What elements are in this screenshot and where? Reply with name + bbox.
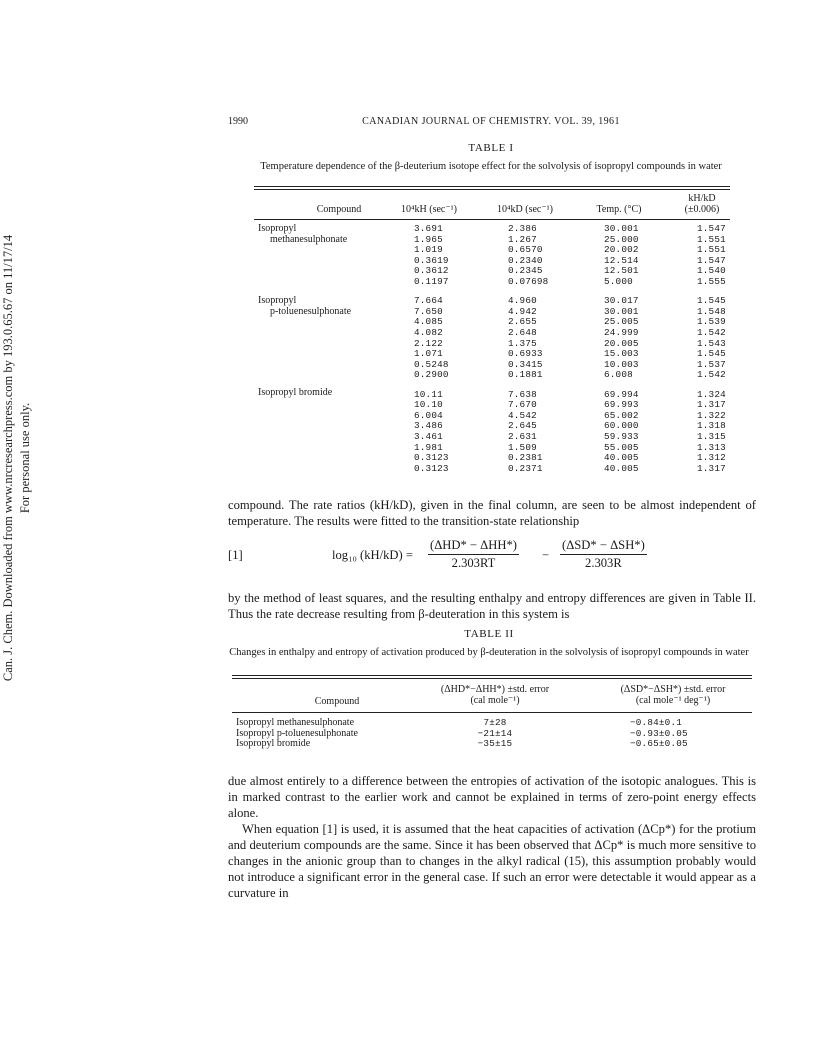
table1-cell: 2.386 [508, 223, 537, 234]
table1-cell: 1.981 [414, 441, 443, 453]
table1-cell: 1.317 [697, 399, 726, 411]
table1-cell: 1.324 [697, 388, 726, 400]
table1-cell: 1.315 [697, 431, 726, 442]
table1-cell: 24.999 [604, 327, 639, 338]
table2-row2-ds: −0.93±0.05 [630, 727, 688, 739]
table1-header-temp: Temp. (°C) [596, 204, 642, 215]
table1-cell: 0.2371 [508, 462, 543, 474]
table1-cell: 0.2381 [508, 452, 543, 464]
equation-fraction-2 [560, 538, 647, 571]
table2-caption-block [224, 628, 754, 659]
table1-cell: 1.539 [697, 316, 726, 328]
table1-cell: 69.994 [604, 388, 639, 400]
table1-cell: 4.960 [508, 295, 537, 307]
table1-cell: 10.003 [604, 358, 639, 370]
table1-cell: 1.318 [697, 420, 726, 432]
table1-cell: 2.631 [508, 431, 537, 442]
table1-cell: 1.317 [697, 462, 726, 474]
table1-cell: 1.548 [697, 305, 726, 317]
table1-cell: 1.965 [414, 233, 443, 245]
table1-header-compound: Compound [316, 204, 362, 215]
table1-cell: 1.551 [697, 244, 726, 256]
table2-header-dh-l1: (ΔHD*−ΔHH*) ±std. error [440, 684, 550, 695]
table1-top-rule [254, 186, 730, 187]
table1-cell: 0.1197 [414, 276, 449, 287]
table2-row2-dh: −21±14 [477, 727, 513, 739]
table1-cell: 1.545 [697, 348, 726, 360]
table1-cell: 1.267 [508, 233, 537, 245]
group1-name-line2: methanesulphonate [270, 233, 348, 245]
table2-top-rule-2 [232, 678, 752, 679]
equation-minus: − [542, 548, 550, 562]
journal-title: CANADIAN JOURNAL OF CHEMISTRY. VOL. 39, 1961 [362, 116, 620, 127]
table1-cell: 1.551 [697, 233, 726, 245]
table1-cell: 40.005 [604, 462, 639, 474]
table1-cell: 1.547 [697, 223, 726, 234]
table1-cell: 1.322 [697, 409, 726, 421]
table1-header-ratio-l2: (±0.006) [684, 204, 720, 215]
table1-cell: 0.5248 [414, 358, 449, 370]
table1-cell: 0.6570 [508, 244, 543, 256]
table2-row3-dh: −35±15 [477, 738, 513, 749]
table1-cell: 20.002 [604, 244, 639, 256]
table2-caption: Changes in enthalpy and entropy of activation produced by β-deuteration in the solvolysis of isopropyl compounds in water [229, 647, 749, 658]
equation-fraction-1 [428, 538, 519, 571]
table1-cell: 2.122 [414, 337, 443, 349]
table1-cell: 1.375 [508, 337, 537, 349]
table1-cell: 0.3619 [414, 254, 449, 266]
frac1-denominator: 2.303RT [451, 556, 496, 570]
table2-header-dh-l2: (cal mole⁻¹) [470, 695, 520, 706]
table1-cell: 6.008 [604, 369, 633, 381]
paragraph-4: When equation [1] is used, it is assumed that the heat capacities of activation (ΔCp*) for the protium and deuterium compounds are the same. Since it has been observed that ΔCp* is much more sensitive to changes in the anionic group than to changes in the alkyl radical (15), this assumption probably would not introduce a significant error in the general case. If such an error were detectable it would appear as a curvature in [228, 822, 756, 900]
table1-cell: 1.071 [414, 348, 443, 360]
table2-row3-compound: Isopropyl bromide [236, 738, 311, 749]
table1-header-rule [254, 219, 730, 220]
table1-caption: Temperature dependence of the β-deuterium isotope effect for the solvolysis of isopropyl compounds in water [260, 161, 722, 172]
table2-header-rule [232, 712, 752, 713]
table1-title: TABLE I [468, 142, 514, 154]
table1-cell: 1.313 [697, 441, 726, 453]
table2-row2-compound: Isopropyl p-toluenesulphonate [236, 727, 358, 739]
table1-cell: 10.11 [414, 388, 443, 400]
table1-cell: 4.542 [508, 409, 537, 421]
table1-cell: 1.543 [697, 337, 726, 349]
table1-cell: 0.2900 [414, 369, 449, 381]
table1-cell: 55.005 [604, 441, 639, 453]
equation-lhs: log₁₀ (kH/kD) = [332, 548, 413, 562]
group3-name-line1: Isopropyl bromide [258, 387, 333, 398]
download-notice-line2: For personal use only. [18, 402, 32, 514]
table1-cell: 30.001 [604, 305, 639, 317]
table2-header-ds [598, 684, 748, 706]
table1-cell: 3.461 [414, 431, 443, 442]
table1-cell: 60.000 [604, 420, 639, 432]
table2-header-ds-l2: (cal mole⁻¹ deg⁻¹) [635, 695, 711, 706]
table1-cell: 1.547 [697, 254, 726, 266]
group2-name-line2: p-toluenesulphonate [270, 305, 352, 317]
group1-name-line1: Isopropyl [258, 223, 297, 234]
table1-cell: 0.2340 [508, 254, 543, 266]
table1-cell: 2.645 [508, 420, 537, 432]
table1-cell: 15.003 [604, 348, 639, 360]
table1-cell: 1.542 [697, 369, 726, 381]
table1-cell: 0.3123 [414, 462, 449, 474]
table1-cell: 1.555 [697, 276, 726, 287]
group2-name-line1: Isopropyl [258, 295, 297, 306]
table1-cell: 0.6933 [508, 348, 543, 360]
table1-cell: 0.3612 [414, 265, 449, 277]
download-notice-line1: Can. J. Chem. Downloaded from www.nrcresearchpress.com by 193.0.65.67 on 11/17/14 [1, 234, 15, 682]
table2-row1-ds: −0.84±0.1 [630, 717, 683, 728]
table1-cell: 65.002 [604, 409, 639, 421]
table1-cell: 1.540 [697, 265, 726, 277]
page-number: 1990 [228, 116, 248, 127]
table1-header-ratio-l1: kH/kD [688, 193, 716, 204]
table2-row1-dh: 7±28 [483, 717, 507, 728]
table1-cell: 1.537 [697, 358, 726, 370]
table1-cell: 1.545 [697, 295, 726, 307]
table2-top-rule [232, 675, 752, 676]
table2-header-dh [410, 684, 580, 706]
frac2-denominator: 2.303R [585, 556, 622, 570]
paragraph-1: compound. The rate ratios (kH/kD), given in the final column, are seen to be almost independent of temperature. The results were fitted to the transition-state relationship [228, 498, 756, 528]
table2-header-ds-l1: (ΔSD*−ΔSH*) ±std. error [620, 684, 726, 695]
table1-header-kd: 10⁴kD (sec⁻¹) [497, 204, 553, 215]
table1-cell: 3.691 [414, 223, 443, 234]
table1-cell: 59.933 [604, 431, 639, 442]
table1-cell: 10.10 [414, 399, 443, 411]
table1-cell: 40.005 [604, 452, 639, 464]
table2-title: TABLE II [464, 628, 514, 640]
table1-cell: 12.514 [604, 254, 639, 266]
table1-cell: 0.3123 [414, 452, 449, 464]
table1-cell: 2.648 [508, 327, 537, 338]
table1-cell: 30.001 [604, 223, 639, 234]
equation-number: [1] [228, 548, 243, 562]
download-notice [0, 178, 36, 738]
table1-cell: 7.638 [508, 388, 537, 400]
frac1-numerator: (ΔHD* − ΔHH*) [428, 538, 519, 555]
table1-header-kh: 10⁴kH (sec⁻¹) [401, 204, 457, 215]
table1-cell: 6.004 [414, 409, 443, 421]
table1-cell: 3.486 [414, 420, 443, 432]
table2-row3-ds: −0.65±0.05 [630, 738, 688, 749]
table1-cell: 2.655 [508, 316, 537, 328]
table1-cell: 1.019 [414, 244, 443, 256]
table1-cell: 4.942 [508, 305, 537, 317]
table1-caption-block [228, 142, 754, 173]
table2-header-compound: Compound [314, 696, 360, 707]
table1-cell: 1.542 [697, 327, 726, 338]
paragraph-3: due almost entirely to a difference between the entropies of activation of the isotopic analogues. This is in marked contrast to the earlier work and cannot be explained in terms of zero-point energy effects alone. [228, 774, 756, 820]
table1-cell: 0.2345 [508, 265, 543, 277]
table1-cell: 5.000 [604, 276, 633, 287]
table1-cell: 7.650 [414, 305, 443, 317]
table1-cell: 20.005 [604, 337, 639, 349]
table1-cell: 1.509 [508, 441, 537, 453]
table2-row1-compound: Isopropyl methanesulphonate [236, 717, 355, 728]
table1-cell: 12.501 [604, 265, 639, 277]
table1-cell: 25.000 [604, 233, 639, 245]
table1-cell: 1.312 [697, 452, 726, 464]
table1-cell: 0.3415 [508, 358, 543, 370]
frac2-numerator: (ΔSD* − ΔSH*) [560, 538, 647, 555]
table1-header-ratio [670, 193, 734, 215]
table1-cell: 69.993 [604, 399, 639, 411]
paragraph-2: by the method of least squares, and the resulting enthalpy and entropy differences are given in Table II. Thus the rate decrease resulting from β-deuteration in this system is [228, 591, 756, 621]
table1-cell: 7.664 [414, 295, 443, 307]
table1-cell: 0.07698 [508, 276, 549, 287]
table1-cell: 4.085 [414, 316, 443, 328]
table1-top-rule-2 [254, 189, 730, 190]
table1-cell: 0.1881 [508, 369, 543, 381]
table1-cell: 4.082 [414, 327, 443, 338]
table1-cell: 7.670 [508, 399, 537, 411]
table1-cell: 25.005 [604, 316, 639, 328]
table1-cell: 30.017 [604, 295, 639, 307]
